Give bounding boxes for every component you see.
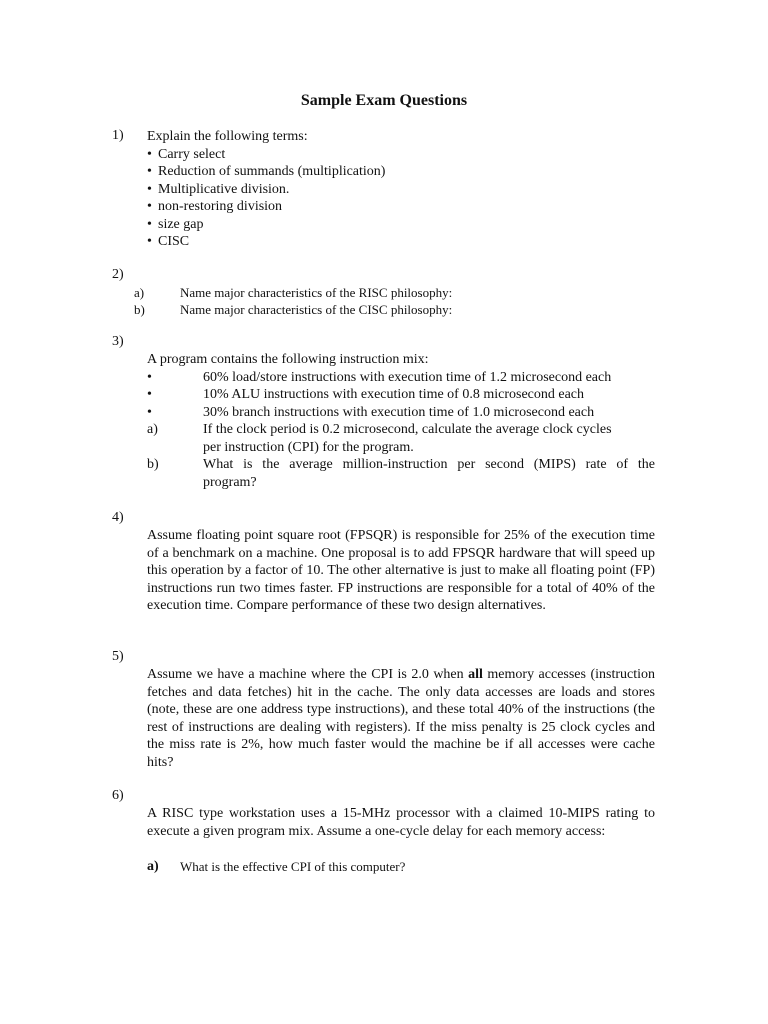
question-1-intro: Explain the following terms: (147, 129, 308, 144)
page-title: Sample Exam Questions (300, 92, 468, 109)
question-3-number: 3) (112, 334, 124, 349)
question-3a-line-2: per instruction (CPI) for the program. (203, 439, 414, 455)
list-item: • CISC (147, 234, 190, 249)
emphasis-all: all (468, 667, 483, 682)
bullet-icon: • (147, 404, 152, 420)
question-5-text: Assume we have a machine where the CPI is 2.0 when all memory accesses (instruction fetches and data fetches) hit in the cache. The only data accesses are loads and stores (note, these are one address type instructions), and these total 40% of the instructions (the rest of instructions are dealing with registers). If the miss penalty is 25 clock cycles and the miss rate is 2%, how much faster would the machine be if all accesses were cache hits? (147, 667, 656, 770)
list-item: • Carry select (147, 146, 226, 162)
list-item: 30% branch instructions with execution time of 1.0 microsecond each (203, 404, 595, 420)
question-3a-line-1: If the clock period is 0.2 microsecond, calculate the average clock cycles (203, 422, 612, 437)
question-3b-label: b) (147, 457, 159, 472)
question-3a-label: a) (147, 422, 158, 437)
question-6a-text: What is the effective CPI of this computer? (180, 859, 406, 874)
question-2-number: 2) (112, 267, 124, 282)
question-5-number: 5) (112, 649, 124, 664)
question-1-number: 1) (112, 128, 124, 143)
question-6-text: A RISC type workstation uses a 15-MHz processor with a claimed 10-MIPS rating to execute a given program mix. Assume a one-cycle delay for each memory access: (147, 806, 655, 839)
list-item: • size gap (147, 216, 204, 232)
question-2a-label: a) (134, 285, 145, 300)
bullet-icon: • (147, 369, 152, 385)
question-6-number: 6) (112, 788, 124, 803)
list-item: • Reduction of summands (multiplication) (147, 164, 386, 179)
list-item: • Multiplicative division. (147, 181, 290, 197)
question-2b-label: b) (134, 302, 145, 317)
question-3b-line-2: program? (203, 474, 257, 490)
question-6a-label: a) (147, 859, 159, 874)
question-3-intro: A program contains the following instruction mix: (147, 352, 429, 367)
question-4-number: 4) (112, 510, 124, 525)
question-2b-text: Name major characteristics of the CISC philosophy: (180, 302, 453, 317)
list-item: • non-restoring division (147, 199, 283, 214)
list-item: 10% ALU instructions with execution time of 0.8 microsecond each (203, 387, 585, 402)
question-2a-text: Name major characteristics of the RISC philosophy: (180, 285, 453, 300)
question-3b-line-1: What is the average million-instruction per second (MIPS) rate of the (203, 457, 655, 472)
list-item: 60% load/store instructions with execution time of 1.2 microsecond each (203, 369, 612, 385)
question-4-text: Assume floating point square root (FPSQR) is responsible for 25% of the execution time of a benchmark on a machine. One proposal is to add FPSQR hardware that will speed up this operation by a factor of 10. The other alternative is just to make all floating point (FP) instructions run two times faster. FP instructions are responsible for a total of 40% of the execution time. Compare performance of these two design alternatives. (147, 528, 655, 613)
bullet-icon: • (147, 387, 152, 402)
